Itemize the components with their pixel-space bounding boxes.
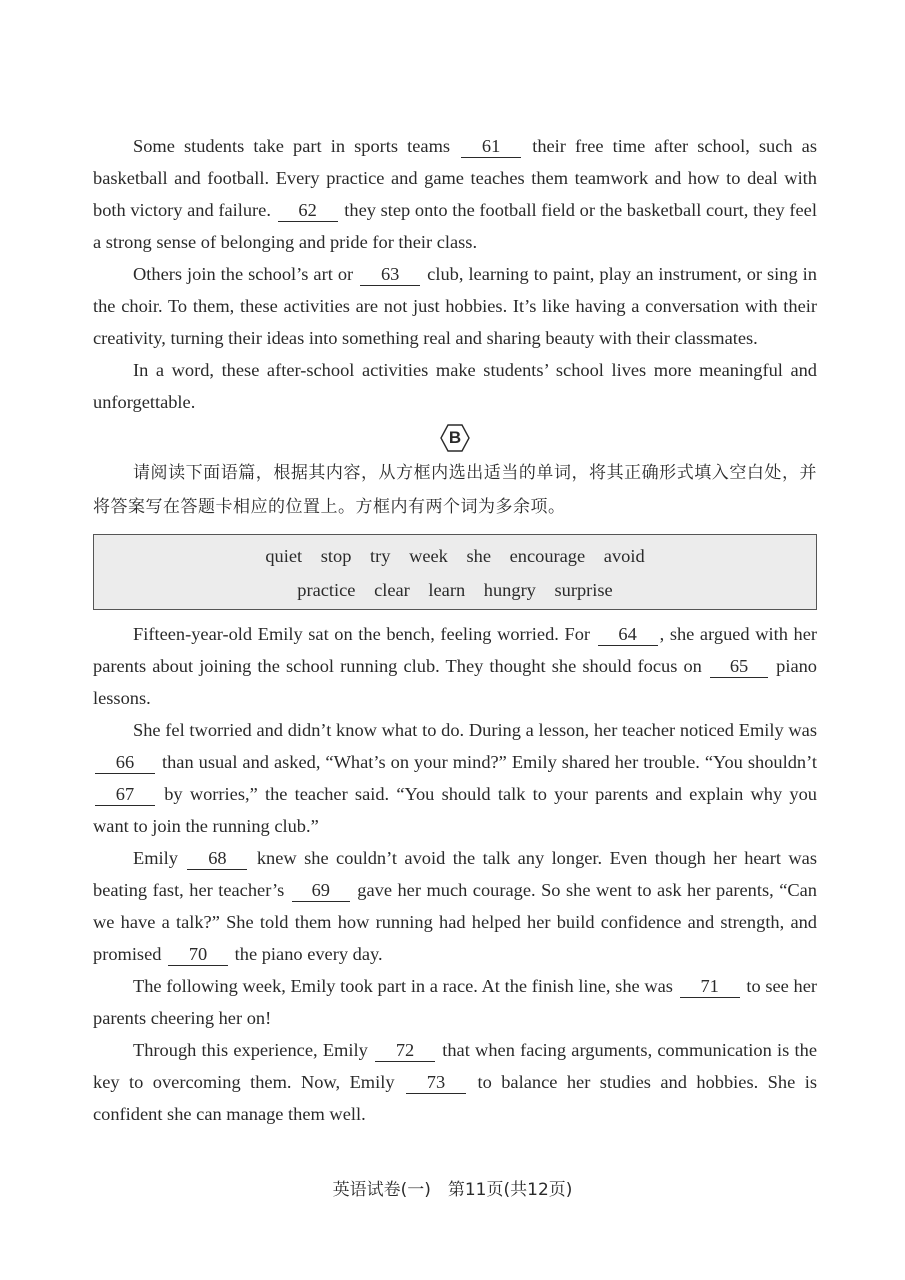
- blank-69: 69: [292, 879, 350, 902]
- passage-b-paragraph-2: [93, 714, 817, 842]
- text: Fifteen-year-old Emily sat on the bench, feeling worried. For: [133, 624, 591, 644]
- text: by worries,” the teacher said. “You should talk to your parents and explain why you want to join the running club.”: [93, 784, 817, 836]
- word-bank-item: she: [466, 546, 491, 566]
- blank-72: 72: [375, 1039, 435, 1062]
- passage-b-paragraph-5: [93, 1034, 817, 1130]
- exam-page: [93, 130, 817, 1130]
- section-b-marker: [440, 424, 470, 452]
- word-bank-box: [93, 534, 817, 610]
- text: She fel tworried and didn’t know what to do. During a lesson, her teacher noticed Emily was: [133, 720, 817, 740]
- word-bank-item: stop: [320, 546, 352, 566]
- passage-b-paragraph-4: [93, 970, 817, 1034]
- text: the piano every day.: [234, 944, 383, 964]
- section-b-instructions: 请阅读下面语篇，根据其内容，从方框内选出适当的单词，将其正确形式填入空白处，并将答案写在答题卡相应的位置上。方框内有两个词为多余项。: [93, 463, 817, 517]
- blank-67: 67: [95, 783, 155, 806]
- text: knew she couldn’t avoid the talk any longer. Even though her heart was beating fast, her teacher’s: [93, 848, 817, 900]
- passage-b-paragraph-1: [93, 618, 817, 714]
- blank-64: 64: [598, 623, 658, 646]
- blank-66: 66: [95, 751, 155, 774]
- text: they step onto the football field or the basketball court, they feel a strong sense of belonging and pride for their class.: [93, 200, 817, 252]
- text: that when facing arguments, communication is the key to overcoming them. Now, Emily: [93, 1040, 817, 1092]
- blank-63: 63: [360, 263, 420, 286]
- text: Emily: [133, 848, 178, 868]
- word-bank-item: encourage: [509, 546, 586, 566]
- passage-a-paragraph-3: In a word, these after-school activities make students’ school lives more meaningful and unforgettable.: [93, 360, 817, 412]
- passage-b-paragraph-3: [93, 842, 817, 970]
- text: piano lessons.: [93, 656, 817, 708]
- text: to see her parents cheering her on!: [93, 976, 817, 1028]
- text: , she argued with her parents about joining the school running club. They thought she should focus on: [93, 624, 817, 676]
- blank-71: 71: [680, 975, 740, 998]
- blank-68: 68: [187, 847, 247, 870]
- word-bank-row-1: [94, 539, 816, 573]
- text: Through this experience, Emily: [133, 1040, 368, 1060]
- word-bank-item: learn: [428, 580, 466, 600]
- text: Others join the school’s art or: [133, 264, 354, 284]
- blank-65: 65: [710, 655, 768, 678]
- word-bank-item: try: [370, 546, 391, 566]
- passage-a-paragraph-2: [93, 258, 817, 354]
- word-bank-row-2: [94, 573, 816, 607]
- word-bank-item: week: [409, 546, 448, 566]
- blank-70: 70: [168, 943, 228, 966]
- blank-73: 73: [406, 1071, 466, 1094]
- text: The following week, Emily took part in a race. At the finish line, she was: [133, 976, 673, 996]
- word-bank-item: avoid: [603, 546, 645, 566]
- text: than usual and asked, “What’s on your mind?” Emily shared her trouble. “You shouldn’t: [161, 752, 817, 772]
- word-bank-item: hungry: [483, 580, 536, 600]
- word-bank-item: clear: [374, 580, 410, 600]
- text: their free time after school, such as basketball and football. Every practice and game teaches them teamwork and how to deal with both victory and failure.: [93, 136, 817, 220]
- word-bank-item: surprise: [554, 580, 613, 600]
- page-footer: 英语试卷(一) 第11页(共12页): [332, 1180, 573, 1200]
- word-bank-item: quiet: [265, 546, 303, 566]
- text: to balance her studies and hobbies. She is confident she can manage them well.: [93, 1072, 817, 1124]
- text: club, learning to paint, play an instrument, or sing in the choir. To them, these activities are not just hobbies. It’s like having a conversation with their creativity, turning their ideas into something real and sharing beauty with their classmates.: [93, 264, 817, 348]
- text: Some students take part in sports teams: [133, 136, 451, 156]
- word-bank-item: practice: [297, 580, 356, 600]
- blank-62: 62: [278, 199, 338, 222]
- passage-a-paragraph-1: [93, 130, 817, 258]
- blank-61: 61: [461, 135, 521, 158]
- text: gave her much courage. So she went to ask her parents, “Can we have a talk?” She told them how running had helped her build confidence and strength, and promised: [93, 880, 817, 964]
- section-b-label: B: [448, 428, 462, 447]
